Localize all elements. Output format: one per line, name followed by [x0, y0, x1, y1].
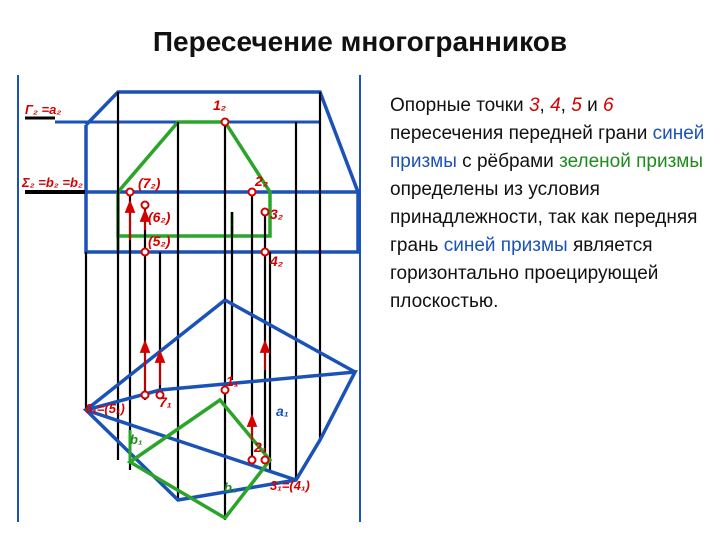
green-prism-ref: зеленой призмы: [559, 151, 704, 172]
caption-separator: ,: [560, 95, 572, 116]
label-1-2: 1₂: [213, 97, 227, 113]
blue-prism-plan-edge-b: [225, 300, 355, 372]
caption-text: является горизонтально проецирующей плоскостью.: [390, 235, 659, 312]
label-7-2: (7₂): [138, 175, 161, 191]
blue-prism-plan-edge-a: [86, 300, 225, 410]
point-6-ref: 6: [602, 95, 614, 116]
caption-text: пересечения передней грани: [390, 123, 653, 144]
point-3-ref: 3: [528, 95, 540, 116]
blue-prism-ref: синей призмы: [443, 235, 568, 256]
label-b1-right: b₁: [224, 480, 237, 495]
blue-prism-plan: [86, 372, 355, 500]
label-2-1: 2₁: [254, 439, 267, 455]
explanation-text: [390, 92, 710, 316]
label-a1: а₁: [276, 403, 289, 419]
label-1-1: 1₁: [226, 373, 239, 389]
caption-text: с рёбрами: [456, 151, 560, 172]
caption-text: и: [581, 95, 603, 116]
label-2-2: 2₂: [255, 173, 269, 189]
label-5-2: (5₂): [148, 233, 171, 249]
label-3-2: 3₂: [270, 206, 284, 222]
projection-lines: [86, 92, 320, 520]
blue-prism-frontal-outline: [86, 92, 358, 252]
label-4-2: 4₂: [270, 253, 284, 269]
label-3-1-4-1: 3₁=(4₁): [270, 478, 310, 493]
point-4-ref: 4: [550, 95, 561, 116]
label-gamma: Г₂ =а₂: [25, 102, 62, 117]
caption-text: определены из условия принадлежности, так как передняя грань: [390, 179, 698, 256]
caption-text: Опорные точки: [390, 95, 529, 116]
label-6-2: (6₂): [148, 209, 171, 225]
construction-points: [127, 119, 269, 464]
point-5-ref: 5: [571, 95, 582, 116]
label-b1-left: b₁: [130, 432, 143, 447]
label-6-1-5-1: 6₁=(5₁): [85, 401, 125, 416]
label-sigma: Σ₂ =b₂ =b₂: [22, 175, 83, 190]
caption-separator: ,: [539, 95, 551, 116]
label-7-1: 7₁: [159, 394, 172, 410]
slide-title: Пересечение многогранников: [152, 26, 568, 57]
blue-prism-ref: синей призмы: [390, 123, 705, 172]
